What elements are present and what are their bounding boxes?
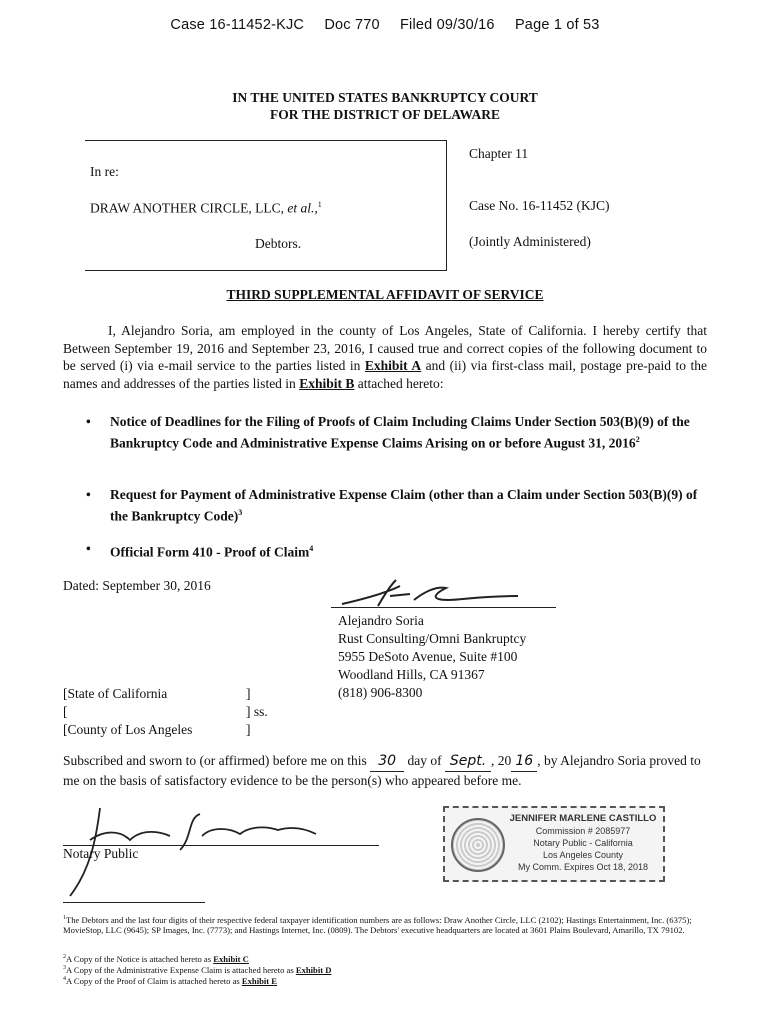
- et-al: et al.,: [287, 200, 318, 216]
- exhibit-e-ref: Exhibit E: [241, 975, 278, 986]
- venue-bracket: ]: [246, 722, 251, 737]
- exhibit-d-ref: Exhibit D: [295, 964, 332, 975]
- exhibit-b-ref: Exhibit B: [299, 375, 355, 391]
- notary-stamp-text: [505, 812, 661, 873]
- exhibit-a-ref: Exhibit A: [364, 358, 422, 373]
- venue-ss: ] ss.: [246, 704, 268, 719]
- footnote-ref: 3: [238, 508, 243, 517]
- signer-address-2: Woodland Hills, CA 91367: [338, 667, 485, 682]
- served-document-item: [86, 413, 706, 453]
- footnote-number: 3: [63, 965, 66, 971]
- footnote-ref: 4: [309, 544, 314, 553]
- case-no-label: Case No. 16-11452 (KJC): [469, 198, 610, 213]
- jurat-month: Sept.: [445, 753, 491, 772]
- debtor-name: DRAW ANOTHER CIRCLE, LLC,: [90, 200, 285, 216]
- footnote-number: 2: [63, 954, 66, 960]
- notary-name: JENNIFER MARLENE CASTILLO: [509, 813, 657, 824]
- court-line-2: FOR THE DISTRICT OF DELAWARE: [269, 107, 501, 122]
- jurat-text-3: , 20: [491, 753, 512, 768]
- court-filing-header: [0, 17, 770, 33]
- served-document-title: Official Form 410 - Proof of Claim: [110, 544, 310, 560]
- notary-stamp: [443, 806, 665, 882]
- bullet-icon: •: [86, 414, 91, 429]
- notary-title: Notary Public - California: [533, 838, 633, 848]
- paragraph-text-2: and (ii) via first-class mail, postage pre-paid to the names and addresses of the parties listed in: [63, 358, 707, 391]
- served-document-item: [86, 540, 706, 562]
- debtors-label: Debtors.: [255, 236, 302, 251]
- court-line-1: IN THE UNITED STATES BANKRUPTCY COURT: [232, 90, 538, 105]
- footnote-text: The Debtors and the last four digits of their respective federal taxpayer identification numbers are as follows: Draw Another Circle, LLC (2102); Hastings Entertainment, Inc. (6375); MovieStop, LLC (9645); SP Images, Inc. (7773); and Hastings Internet, Inc. (0809). The Debtors' executive headquarters are located at 3601 Plains Boulevard, Amarillo, TX 79102.: [63, 914, 692, 936]
- footnote-text: A Copy of the Proof of Claim is attached hereto as: [66, 975, 240, 986]
- footnote-divider: [63, 902, 205, 903]
- debtor-name-line: [90, 200, 322, 217]
- footnote-text: A Copy of the Administrative Expense Claim is attached hereto as: [66, 964, 294, 975]
- footnote-number: 1: [63, 915, 66, 921]
- jointly-administered-label: (Jointly Administered): [469, 234, 591, 249]
- page-indicator: Page 1 of 53: [514, 17, 600, 33]
- venue-county: [County of Los Angeles: [63, 722, 193, 737]
- bullet-icon: •: [86, 541, 91, 556]
- footnote: [63, 913, 711, 936]
- affiant-signature-block: [338, 612, 526, 702]
- venue-blank: [: [63, 704, 68, 719]
- notary-expires: My Comm. Expires Oct 18, 2018: [517, 862, 649, 872]
- affidavit-paragraph: [63, 322, 707, 392]
- footnote-ref-1: 1: [317, 200, 322, 209]
- served-document-title: Notice of Deadlines for the Filing of Proofs of Claim Including Claims Under Section 503(B)(9) of the Bankruptcy Code and Administrative Expense Claims Arising on or before August 31, 2016: [110, 414, 690, 451]
- jurat-text-2: day of: [407, 753, 442, 768]
- served-document-title: Request for Payment of Administrative Expense Claim (other than a Claim under Section 503(B)(9) of the Bankruptcy Code): [110, 487, 698, 524]
- affiant-signature-line: [331, 607, 556, 608]
- footnote-ref: 2: [635, 435, 640, 444]
- dated-line: Dated: September 30, 2016: [63, 578, 211, 593]
- venue-bracket: ]: [246, 686, 251, 701]
- bullet-icon: •: [86, 487, 91, 502]
- jurat-text-4: , by Alejandro Soria proved to me on the basis of satisfactory evidence to be the person(s) who appeared before me.: [63, 753, 701, 788]
- court-name: [0, 89, 770, 123]
- notary-public-label: Notary Public: [63, 846, 139, 861]
- affiant-signature: [338, 578, 528, 610]
- footnote-number: 4: [63, 976, 66, 982]
- signer-company: Rust Consulting/Omni Bankruptcy: [338, 631, 527, 646]
- doc-number: Doc 770: [324, 17, 380, 33]
- jurat-day: 30: [370, 753, 404, 772]
- served-document-item: [86, 486, 706, 526]
- chapter-label: Chapter 11: [469, 146, 529, 161]
- signer-phone: (818) 906-8300: [338, 685, 423, 700]
- footnote: [63, 974, 711, 986]
- exhibit-c-ref: Exhibit C: [213, 953, 249, 964]
- state-seal-icon: [451, 818, 505, 872]
- jurat-text-1: Subscribed and sworn to (or affirmed) before me on this: [63, 753, 367, 768]
- footnote-text: A Copy of the Notice is attached hereto as: [66, 953, 212, 964]
- case-number: Case 16-11452-KJC: [170, 17, 305, 33]
- notary-commission: Commission # 2085977: [535, 826, 631, 836]
- paragraph-text-3: attached hereto:: [357, 375, 444, 391]
- paragraph-text-1: I, Alejandro Soria, am employed in the county of Los Angeles, State of California. I hereby certify that Between September 19, 2016 and September 23, 2016, I caused true and correct copies of the following document to be served (i) via e-mail service to the parties listed in: [63, 323, 707, 373]
- notary-county: Los Angeles County: [542, 850, 624, 860]
- signer-address-1: 5955 DeSoto Avenue, Suite #100: [338, 649, 518, 664]
- filed-date: Filed 09/30/16: [400, 17, 495, 33]
- venue-state: [State of California: [63, 686, 168, 701]
- in-re-label: In re:: [90, 164, 119, 179]
- jurat-year: 16: [511, 753, 537, 772]
- jurat-statement: [63, 752, 709, 789]
- document-title: THIRD SUPPLEMENTAL AFFIDAVIT OF SERVICE: [226, 287, 544, 302]
- signer-name: Alejandro Soria: [338, 613, 424, 628]
